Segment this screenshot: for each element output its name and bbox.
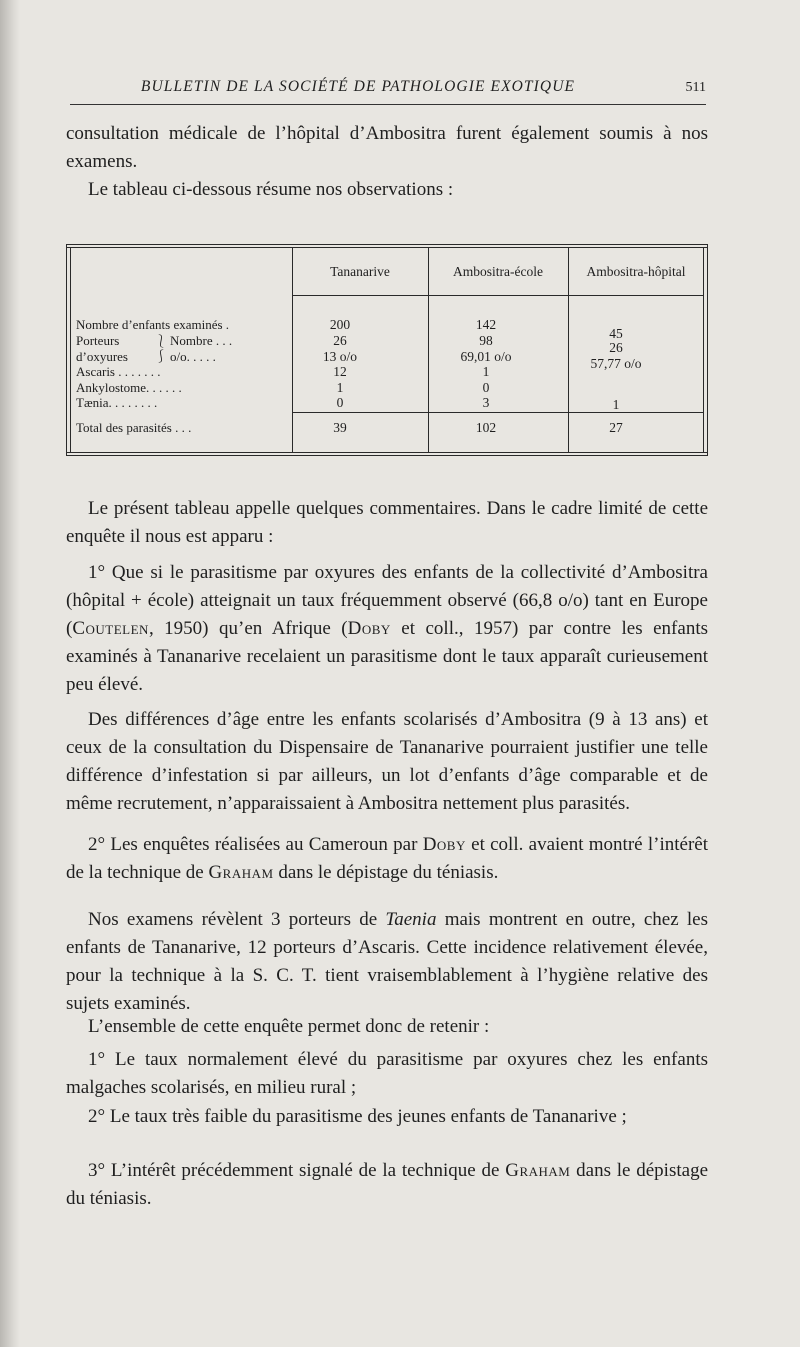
taenia-term: Taenia	[385, 909, 437, 930]
p4-text-a: 2° Les enquêtes réalisées au Cameroun par	[88, 834, 423, 855]
p2-text-a: 1° Que si le parasitisme par oxyures des enfants de la collectivité d’Ambositra (hôpital + école) atteignait un taux fréquemment observé (66,8 o/o) tant en Europe (	[66, 562, 708, 639]
row-label-oxyures: d’oxyures	[76, 349, 128, 364]
conclusion-point-2: 2° Le taux très faible du parasitisme des jeunes enfants de Tananarive ;	[88, 1106, 627, 1127]
table-top-rule-inner	[66, 247, 708, 248]
row-label-carriers: Porteurs	[76, 333, 120, 348]
table-top-rule	[66, 244, 708, 245]
binding-shadow	[0, 0, 20, 1347]
row-label-total: Total des parasités . . .	[76, 420, 192, 435]
cell-hopital-taenia: 1	[612, 397, 620, 412]
cell-tana-total: 39	[333, 420, 347, 435]
row-sublabel-percent: o/o. . . . .	[170, 349, 216, 364]
cell-tana-examined: 200	[329, 317, 351, 332]
intro-paragraph: consultation médicale de l’hôpital d’Ambositra furent également soumis à nos examens.	[66, 123, 708, 172]
cell-tana-percent: 13 o/o	[322, 349, 358, 364]
table-left-rule-inner	[70, 247, 71, 453]
p2-text-c: et coll., 1957) par contre les enfants examinés à Tananarive recelaient un parasitisme dont le taux apparaît curieusement peu élevé.	[66, 618, 708, 695]
p9-text-b: dans le dépistage du téniasis.	[66, 1160, 708, 1209]
journal-title: BULLETIN DE LA SOCIÉTÉ DE PATHOLOGIE EXOTIQUE	[140, 78, 576, 95]
page-number: 511	[685, 80, 706, 95]
p5-text-a: Nos examens révèlent 3 porteurs de	[88, 909, 386, 930]
conclusion-point-1: 1° Le taux normalement élevé du parasitisme par oxyures chez les enfants malgaches scolarisés, en milieu rural ;	[66, 1049, 708, 1098]
cell-tana-carriers: 26	[333, 333, 347, 348]
cell-ecole-total: 102	[475, 420, 497, 435]
author-doby-2: Doby	[422, 834, 466, 855]
cell-ecole-taenia: 3	[482, 395, 490, 410]
conclusion-point-3	[66, 1157, 708, 1213]
cell-hopital-examined: 45	[609, 326, 623, 341]
row-label-taenia: Tænia. . . . . . . .	[76, 395, 158, 410]
cell-ecole-carriers: 98	[479, 333, 493, 348]
paragraph-comments: Le présent tableau appelle quelques commentaires. Dans le cadre limité de cette enquête il nous est apparu :	[66, 498, 708, 547]
brace-bottom-icon: ⎰	[155, 349, 168, 363]
cell-hopital-percent: 57,77 o/o	[590, 356, 642, 371]
header-underline	[292, 295, 704, 296]
brace-icon: ⎱	[155, 334, 168, 348]
row-sublabel-number: Nombre . . .	[170, 333, 233, 348]
paragraph-age-differences: Des différences d’âge entre les enfants scolarisés d’Ambositra (9 à 13 ans) et ceux de la consultation du Dispensaire de Tananarive pourraient justifier une telle différence d’infestation si par ailleurs, un lot d’enfants d’âge comparable et de même recrutement, n’apparaissaient à Ambositra nettement plus parasités.	[66, 709, 708, 814]
p9-text-a: 3° L’intérêt précédemment signalé de la technique de	[88, 1160, 506, 1181]
table-intro: Le tableau ci-dessous résume nos observations :	[88, 179, 454, 200]
paragraph-point-2	[66, 831, 708, 887]
table-left-rule	[66, 244, 67, 456]
table-bottom-rule	[66, 452, 708, 453]
paragraph-exams	[66, 906, 708, 1018]
cell-tana-taenia: 0	[336, 395, 344, 410]
row-label-examined: Nombre d’enfants examinés .	[76, 317, 230, 332]
paragraph-conclusion-intro: L’ensemble de cette enquête permet donc de retenir :	[88, 1016, 490, 1037]
cell-tana-ankylostome: 1	[336, 380, 344, 395]
col-head-ambositra-ecole: Ambositra-école	[453, 264, 543, 279]
col-head-tananarive: Tananarive	[330, 264, 390, 279]
table-bottom-rule-inner	[66, 455, 708, 456]
row-label-ankylostome: Ankylostome. . . . . .	[76, 380, 182, 395]
author-coutelen: Coutelen	[72, 618, 149, 639]
cell-ecole-examined: 142	[475, 317, 497, 332]
p5-text-b: mais montrent en outre, chez les enfants de Tananarive, 12 porteurs d’Ascaris. Cette incidence relativement élevée, pour la technique à la S. C. T. tient vraisemblablement à l’hygiène relative des sujets examinés.	[66, 909, 708, 1014]
cell-ecole-ascaris: 1	[482, 364, 490, 379]
cell-hopital-carriers: 26	[609, 340, 623, 355]
col-head-ambositra-hopital: Ambositra-hôpital	[586, 264, 686, 279]
results-table	[66, 244, 708, 456]
cell-ecole-ankylostome: 0	[482, 380, 490, 395]
header-rule	[70, 104, 706, 105]
p4-text-c: dans le dépistage du téniasis.	[273, 862, 499, 883]
cell-ecole-percent: 69,01 o/o	[460, 349, 512, 364]
p4-text-b: et coll. avaient montré l’intérêt de la technique de	[66, 834, 709, 883]
author-graham-2: Graham	[505, 1160, 571, 1181]
p2-text-b: , 1950) qu’en Afrique (	[148, 618, 348, 639]
cell-tana-ascaris: 12	[333, 364, 347, 379]
author-doby: Doby	[347, 618, 391, 639]
table-right-rule	[707, 244, 708, 456]
row-label-ascaris: Ascaris . . . . . . .	[76, 364, 161, 379]
cell-hopital-total: 27	[609, 420, 623, 435]
author-graham: Graham	[208, 862, 274, 883]
paragraph-point-1	[66, 559, 708, 699]
